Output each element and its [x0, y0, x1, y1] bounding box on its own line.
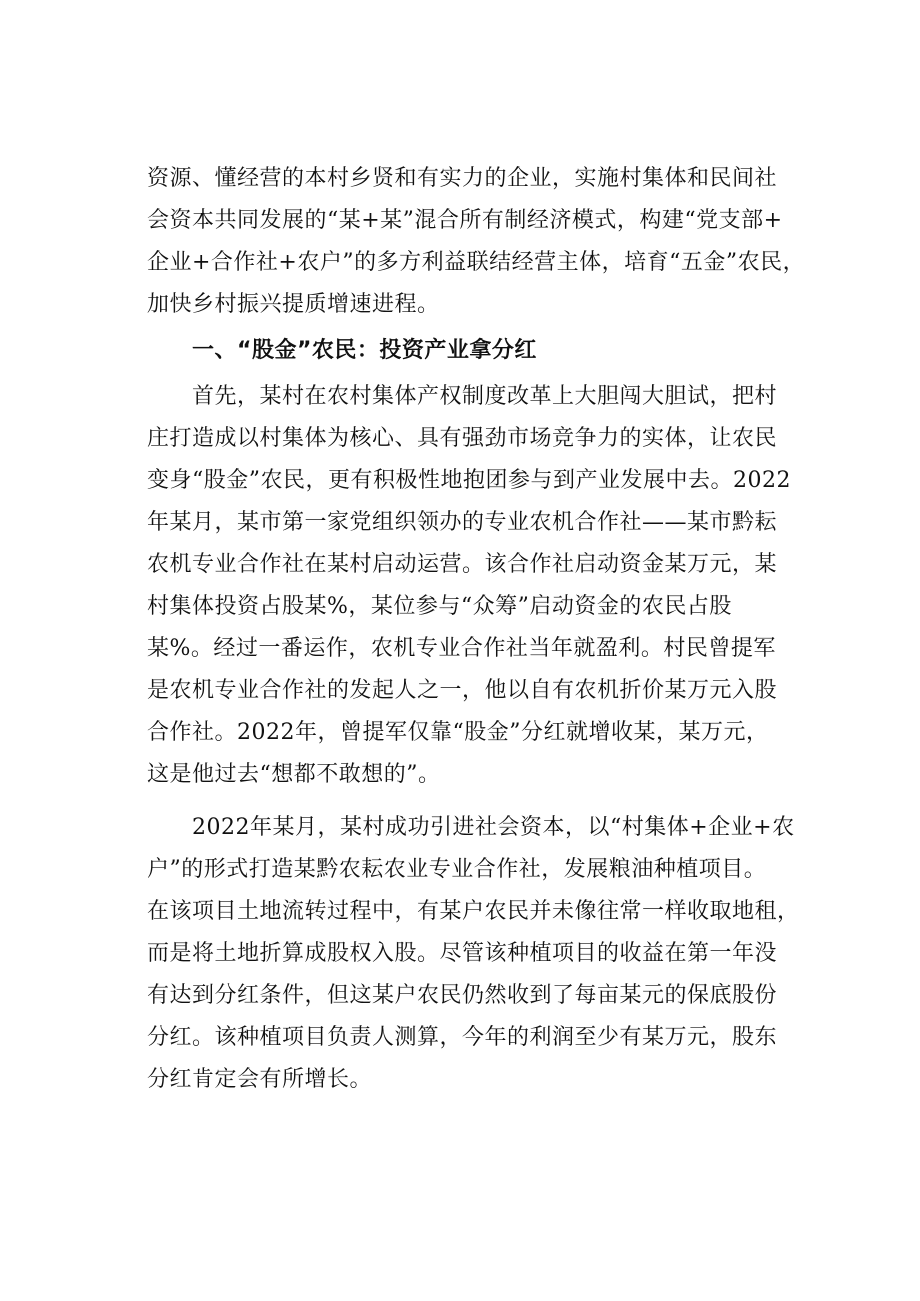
intro-line-3: 企业+合作社+农户”的多方利益联结经营主体，培育“五金”农民， — [147, 250, 806, 275]
paragraph1-line-3: 变身“股金”农民，更有积极性地抱团参与到产业发展中去。2022 — [147, 468, 791, 493]
paragraph2-line-1: 2022年某月，某村成功引进社会资本，以“村集体+企业+农 — [192, 815, 795, 840]
paragraph1-line-2: 庄打造成以村集体为核心、具有强劲市场竞争力的实体，让农民 — [147, 426, 778, 451]
paragraph2-line-3: 在该项目土地流转过程中，有某户农民并未像往常一样收取地租， — [147, 899, 800, 924]
paragraph2-line-2: 户”的形式打造某黔农耘农业专业合作社，发展粮油种植项目。 — [147, 857, 767, 882]
paragraph1-line-8: 是农机专业合作社的发起人之一，他以自有农机折价某万元入股 — [147, 678, 778, 703]
paragraph1-line-6: 村集体投资占股某%，某位参与“众筹”启动资金的农民占股 — [147, 594, 732, 619]
intro-line-2: 会资本共同发展的“某+某”混合所有制经济模式，构建“党支部+ — [147, 208, 783, 233]
paragraph2-line-7: 分红肯定会有所增长。 — [147, 1067, 373, 1092]
paragraph1-line-7: 某%。经过一番运作，农机专业合作社当年就盈利。村民曾提军 — [147, 636, 776, 661]
intro-line-4: 加快乡村振兴提质增速进程。 — [147, 292, 440, 317]
paragraph1-line-9: 合作社。2022年，曾提军仅靠“股金”分红就增收某，某万元， — [147, 720, 769, 745]
paragraph2-line-6: 分红。该种植项目负责人测算，今年的利润至少有某万元，股东 — [147, 1025, 778, 1050]
paragraph1-line-1: 首先，某村在农村集体产权制度改革上大胆闯大胆试，把村 — [192, 384, 778, 409]
intro-line-1: 资源、懂经营的本村乡贤和有实力的企业，实施村集体和民间社 — [147, 166, 778, 191]
paragraph2-line-5: 有达到分红条件，但这某户农民仍然收到了每亩某元的保底股份 — [147, 983, 778, 1008]
paragraph1-line-5: 农机专业合作社在某村启动运营。该合作社启动资金某万元，某 — [147, 552, 778, 577]
paragraph2-line-4: 而是将土地折算成股权入股。尽管该种植项目的收益在第一年没 — [147, 941, 778, 966]
paragraph1-line-4: 年某月，某市第一家党组织领办的专业农机合作社——某市黔耘 — [147, 510, 778, 535]
section-heading: 一、“股金”农民：投资产业拿分红 — [192, 338, 537, 363]
paragraph1-line-10: 这是他过去“想都不敢想的”。 — [147, 762, 441, 787]
